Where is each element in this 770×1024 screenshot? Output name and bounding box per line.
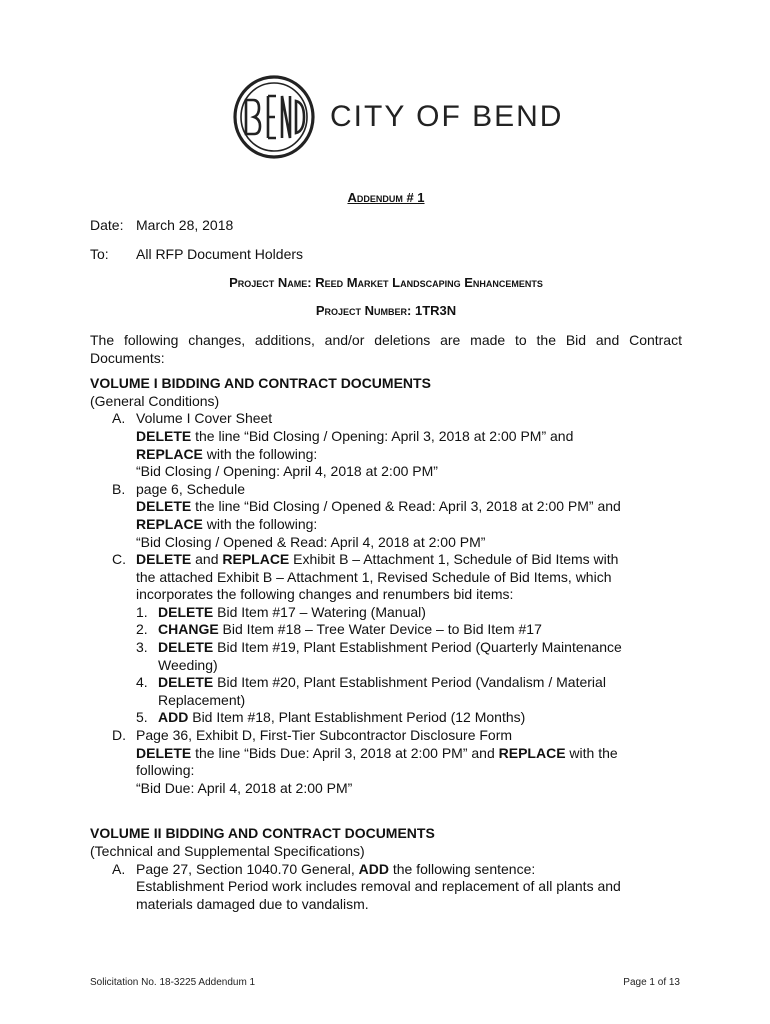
replace-keyword: REPLACE	[222, 551, 290, 568]
volume2-list	[112, 861, 682, 914]
item-line	[136, 745, 682, 763]
footer-solicitation: Solicitation No. 18-3225 Addendum 1	[90, 977, 256, 988]
item-line: Page 36, Exhibit D, First-Tier Subcontractor Disclosure Form	[136, 727, 513, 744]
sub-item-marker: 1.	[136, 603, 148, 620]
item-line	[136, 861, 682, 879]
project-number-label: Project Number:	[315, 303, 412, 319]
item-text: and	[191, 551, 223, 568]
delete-keyword: DELETE	[136, 427, 192, 444]
date-row	[90, 217, 682, 235]
list-item	[112, 551, 682, 727]
item-line: incorporates the following changes and renumbers bid items:	[136, 586, 514, 603]
item-text: the line “Bid Closing / Opening: April 3, 2018 at 2:00 PM” and	[191, 427, 574, 444]
item-text: with the following:	[202, 515, 318, 532]
item-line: Establishment Period work includes removal and replacement of all plants and	[136, 878, 621, 895]
sub-item-keyword: CHANGE	[158, 621, 219, 638]
sub-item-keyword: DELETE	[158, 639, 214, 656]
list-item	[112, 861, 682, 914]
sub-item-text-cont: Weeding)	[158, 656, 218, 673]
sub-item-marker: 4.	[136, 674, 148, 691]
sub-item-marker: 5.	[136, 709, 148, 726]
replace-keyword: REPLACE	[498, 744, 566, 761]
addendum-body	[90, 186, 682, 913]
item-line: materials damaged due to vandalism.	[136, 895, 369, 912]
item-line	[136, 498, 682, 516]
sub-item	[136, 674, 682, 709]
item-marker: A.	[112, 860, 126, 877]
replace-keyword: REPLACE	[136, 445, 203, 462]
to-value: All RFP Document Holders	[136, 246, 304, 263]
sub-item	[136, 639, 682, 674]
item-text: with the following:	[202, 445, 318, 462]
footer-page-number: Page 1 of 13	[623, 977, 680, 988]
item-text: with the	[565, 744, 618, 761]
sub-item-text: Bid Item #17 – Watering (Manual)	[213, 603, 426, 620]
to-label: To:	[90, 246, 109, 263]
item-text: the line “Bid Closing / Opened & Read: April 3, 2018 at 2:00 PM” and	[191, 498, 621, 515]
item-text: Page 27, Section 1040.70 General,	[136, 860, 359, 877]
item-marker: D.	[112, 727, 126, 744]
volume1-list	[112, 410, 682, 797]
item-text: the following sentence:	[388, 860, 536, 877]
item-marker: A.	[112, 410, 126, 427]
list-item	[112, 410, 682, 480]
project-number-value: 1TR3N	[414, 303, 457, 319]
project-name	[90, 274, 682, 292]
item-line	[136, 428, 682, 446]
project-name-value: Reed Market Landscaping Enhancements	[315, 274, 543, 290]
item-marker: B.	[112, 480, 126, 497]
sub-item-keyword: DELETE	[158, 674, 214, 691]
item-line	[136, 551, 682, 569]
delete-keyword: DELETE	[136, 744, 192, 761]
sub-item-text: Bid Item #19, Plant Establishment Period (Quarterly Maintenance	[213, 639, 622, 656]
item-line: following:	[136, 762, 195, 779]
item-line	[136, 516, 682, 534]
item-text: the line “Bids Due: April 3, 2018 at 2:00 PM” and	[191, 744, 499, 761]
volume2-heading: VOLUME II BIDDING AND CONTRACT DOCUMENTS	[90, 825, 435, 842]
volume2-subheading: (Technical and Supplemental Specifications)	[90, 843, 365, 859]
city-logo	[232, 72, 563, 162]
sub-item-text-cont: Replacement)	[158, 691, 246, 708]
item-line: Volume I Cover Sheet	[136, 410, 273, 427]
sub-item	[136, 709, 682, 727]
delete-keyword: DELETE	[136, 551, 192, 568]
sub-item-text: Bid Item #18, Plant Establishment Period (12 Months)	[188, 709, 526, 726]
sub-item-keyword: DELETE	[158, 603, 214, 620]
item-quote: “Bid Closing / Opening: April 4, 2018 at 2:00 PM”	[136, 463, 438, 480]
sub-item-text: Bid Item #18 – Tree Water Device – to Bid Item #17	[218, 621, 542, 638]
sub-item-marker: 3.	[136, 639, 148, 656]
sub-item	[136, 604, 682, 622]
sub-item-keyword: ADD	[158, 709, 189, 726]
document-title: Addendum # 1	[347, 190, 425, 205]
project-number	[90, 302, 682, 320]
list-item	[112, 481, 682, 551]
item-marker: C.	[112, 551, 126, 568]
date-label: Date:	[90, 216, 124, 233]
item-text: Exhibit B – Attachment 1, Schedule of Bid Items with	[289, 551, 619, 568]
logo-text: CITY OF BEND	[330, 100, 564, 133]
sub-item-text: Bid Item #20, Plant Establishment Period (Vandalism / Material	[213, 674, 606, 691]
sub-item	[136, 621, 682, 639]
add-keyword: ADD	[358, 860, 389, 877]
list-item	[112, 727, 682, 797]
to-row	[90, 246, 682, 264]
delete-keyword: DELETE	[136, 498, 192, 515]
volume1-heading: VOLUME I BIDDING AND CONTRACT DOCUMENTS	[90, 375, 431, 392]
city-of-bend-seal-icon	[232, 74, 316, 160]
intro-paragraph: The following changes, additions, and/or deletions are made to the Bid and Contract Documents:	[90, 331, 682, 366]
project-name-label: Project Name:	[229, 274, 312, 290]
date-value: March 28, 2018	[136, 216, 234, 233]
item-quote: “Bid Closing / Opened & Read: April 4, 2018 at 2:00 PM”	[136, 533, 486, 550]
item-line: the attached Exhibit B – Attachment 1, Revised Schedule of Bid Items, which	[136, 568, 612, 585]
replace-keyword: REPLACE	[136, 515, 203, 532]
item-line	[136, 446, 682, 464]
sub-item-marker: 2.	[136, 621, 148, 638]
item-line: page 6, Schedule	[136, 480, 245, 497]
item-quote: “Bid Due: April 4, 2018 at 2:00 PM”	[136, 779, 353, 796]
volume1-subheading: (General Conditions)	[90, 392, 220, 409]
